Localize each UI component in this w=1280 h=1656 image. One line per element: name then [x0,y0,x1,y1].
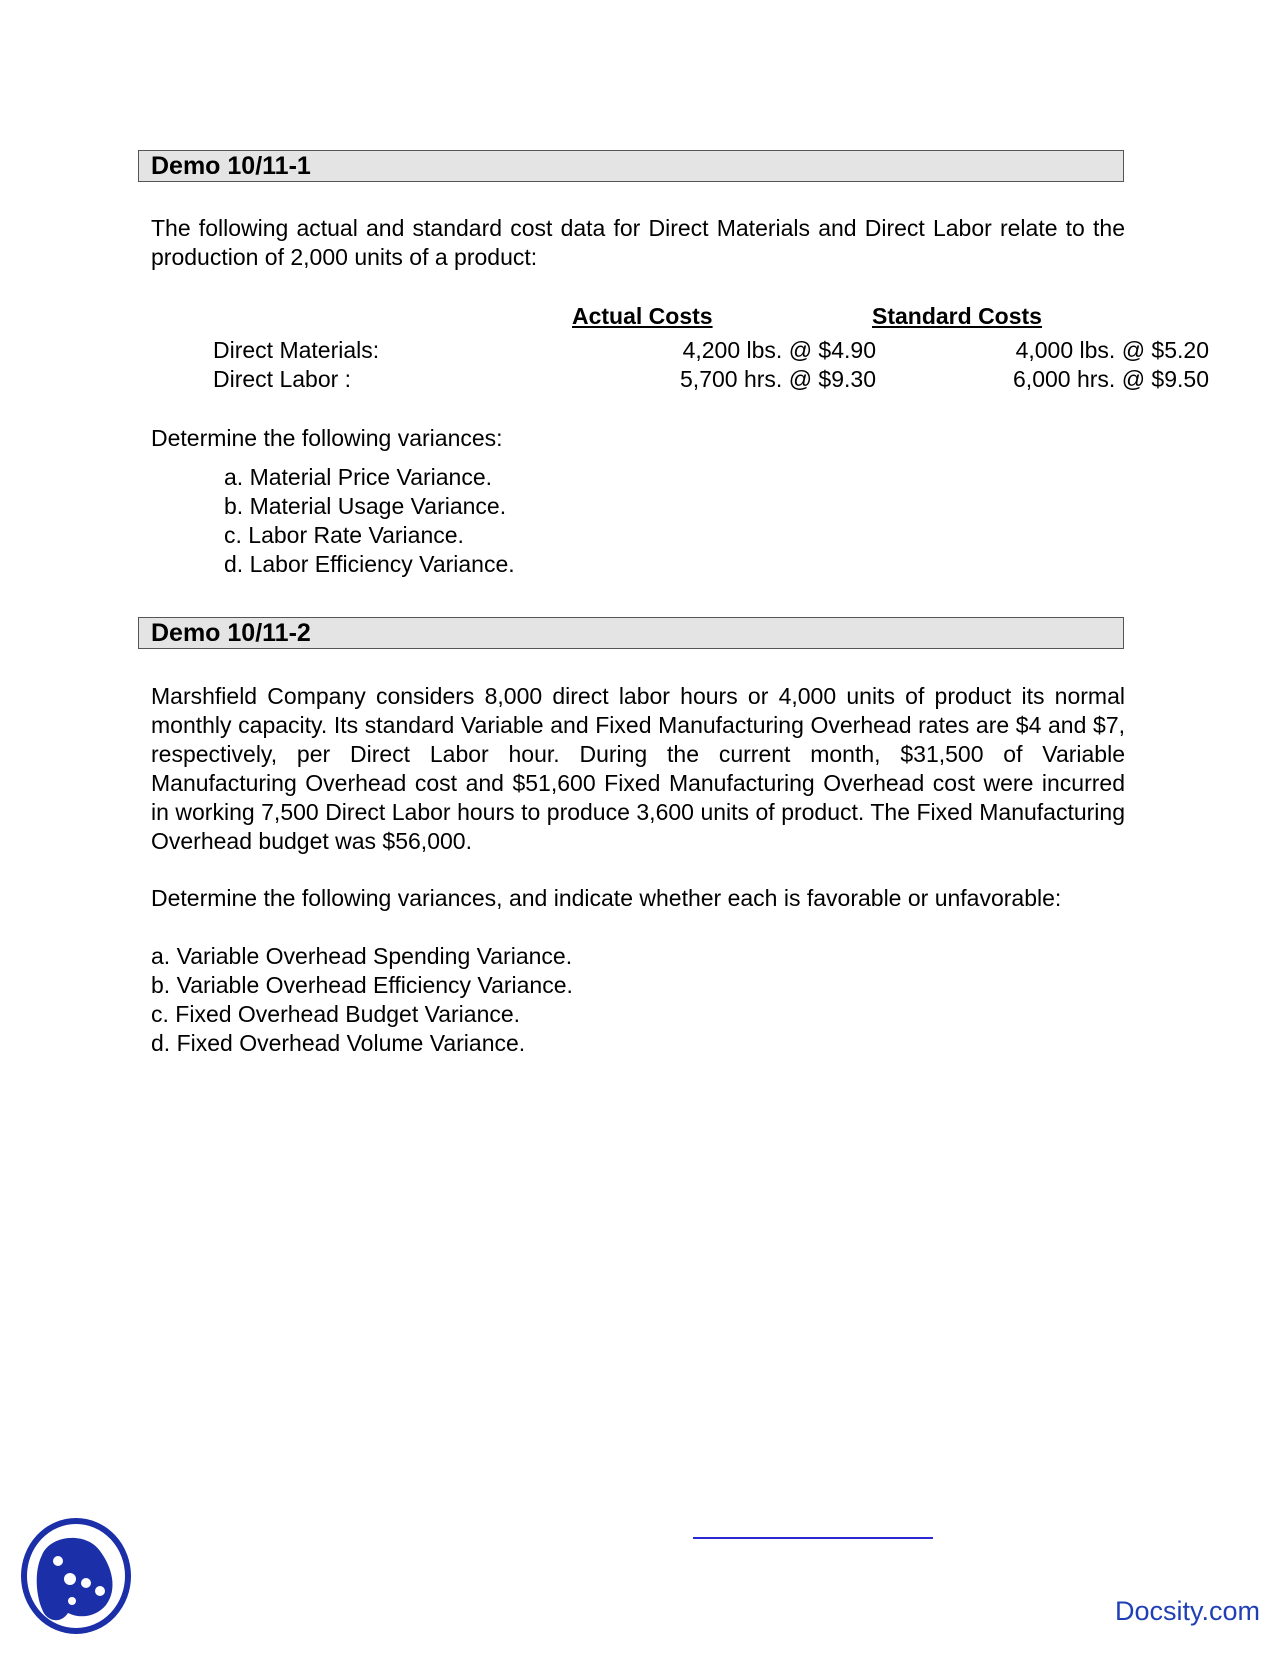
demo1-title: Demo 10/11-1 [138,150,1124,182]
docsity-logo-icon [20,1517,132,1635]
list-item: b. Material Usage Variance. [224,493,507,519]
list-item: c. Fixed Overhead Budget Variance. [151,1001,521,1027]
row-label-materials: Direct Materials: [213,337,380,363]
footer-link-underline [693,1537,933,1539]
demo1-intro: The following actual and standard cost data for Direct Materials and Direct Labor relate to the production of 2,000 units of a product: [151,215,1125,270]
col-actual-costs: Actual Costs [572,303,713,329]
cell-materials-actual: 4,200 lbs. @ $4.90 [682,337,876,363]
cell-labor-actual: 5,700 hrs. @ $9.30 [680,366,876,392]
col-standard-costs: Standard Costs [872,303,1042,329]
list-item: b. Variable Overhead Efficiency Variance. [151,972,573,998]
demo2-title: Demo 10/11-2 [138,617,1124,649]
docsity-brand-link[interactable]: Docsity.com [1114,1596,1260,1626]
demo2-variance-list [151,942,573,1058]
cost-table [151,302,1209,392]
demo1-variance-list [224,463,515,579]
cell-labor-standard: 6,000 hrs. @ $9.50 [1013,366,1209,392]
list-item: d. Labor Efficiency Variance. [224,551,515,577]
demo2-body: Marshfield Company considers 8,000 direct labor hours or 4,000 units of product its normal monthly capacity. Its standard Variable and Fixed Manufacturing Overhead rates are $4 and $7, respectively, per Direct Labor hour. During the current month, $31,500 of Variable Manufacturing Overhead cost and $51,600 Fixed Manufacturing Overhead cost were incurred in working 7,500 Direct Labor hours to produce 3,600 units of product. The Fixed Manufacturing Overhead budget was $56,000. [151,683,1125,854]
list-item: a. Variable Overhead Spending Variance. [151,943,573,969]
demo2-prompt: Determine the following variances, and indicate whether each is favorable or unfavorable: [151,885,1062,911]
cell-materials-standard: 4,000 lbs. @ $5.20 [1015,337,1209,363]
list-item: d. Fixed Overhead Volume Variance. [151,1030,526,1056]
row-label-labor: Direct Labor : [213,366,352,392]
demo1-prompt: Determine the following variances: [151,425,503,451]
list-item: c. Labor Rate Variance. [224,522,464,548]
list-item: a. Material Price Variance. [224,464,493,490]
